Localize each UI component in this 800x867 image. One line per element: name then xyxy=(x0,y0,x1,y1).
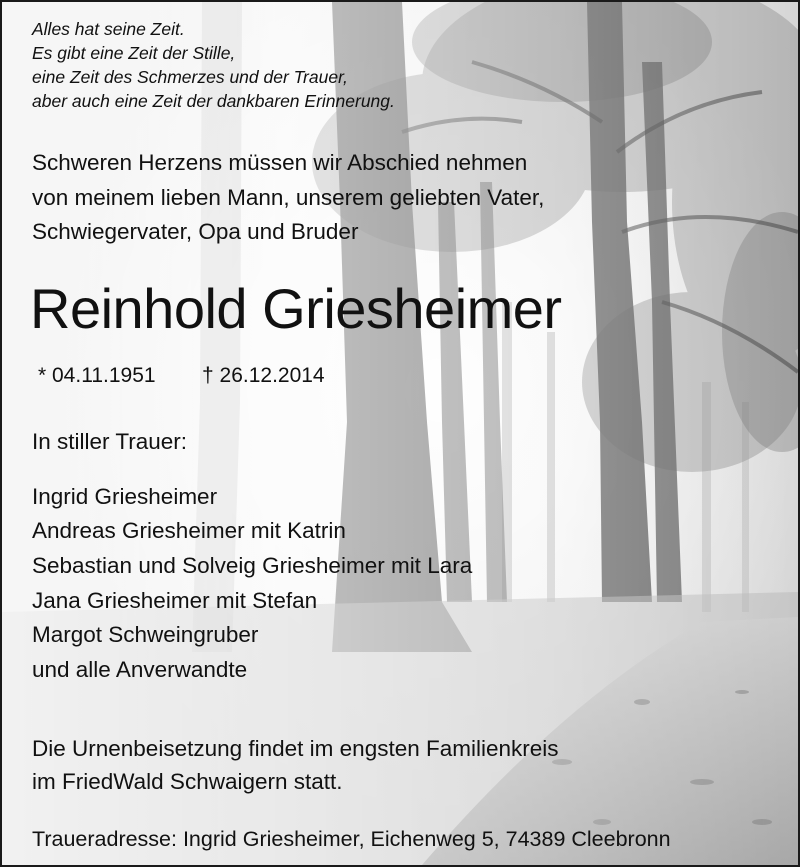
burial-info-line: im FriedWald Schwaigern statt. xyxy=(32,769,343,794)
quote-line: eine Zeit des Schmerzes und der Trauer, xyxy=(32,67,348,87)
birth-date: * 04.11.1951 xyxy=(38,364,156,387)
mourning-address: Traueradresse: Ingrid Griesheimer, Eichenweg 5, 74389 Cleebronn xyxy=(32,827,671,851)
mourner-name: Andreas Griesheimer mit Katrin xyxy=(32,518,346,543)
quote-line: Es gibt eine Zeit der Stille, xyxy=(32,43,236,63)
mourner-name: Jana Griesheimer mit Stefan xyxy=(32,588,318,613)
mourner-name: und alle Anverwandte xyxy=(32,657,248,682)
deceased-name: Reinhold Griesheimer xyxy=(30,277,562,340)
mourner-name: Ingrid Griesheimer xyxy=(32,484,218,509)
mourner-name: Margot Schweingruber xyxy=(32,622,259,647)
death-date: † 26.12.2014 xyxy=(202,364,325,387)
intro-line: Schweren Herzens müssen wir Abschied nehmen xyxy=(32,150,528,175)
quote-line: aber auch eine Zeit der dankbaren Erinnerung. xyxy=(32,91,395,111)
mourning-heading: In stiller Trauer: xyxy=(32,429,188,454)
intro-line: von meinem lieben Mann, unserem geliebten Vater, xyxy=(32,185,545,210)
notice-text xyxy=(2,2,798,865)
quote-line: Alles hat seine Zeit. xyxy=(32,19,185,39)
mourner-name: Sebastian und Solveig Griesheimer mit Lara xyxy=(32,553,473,578)
intro-line: Schwiegervater, Opa und Bruder xyxy=(32,219,359,244)
burial-info-line: Die Urnenbeisetzung findet im engsten Familienkreis xyxy=(32,736,559,761)
